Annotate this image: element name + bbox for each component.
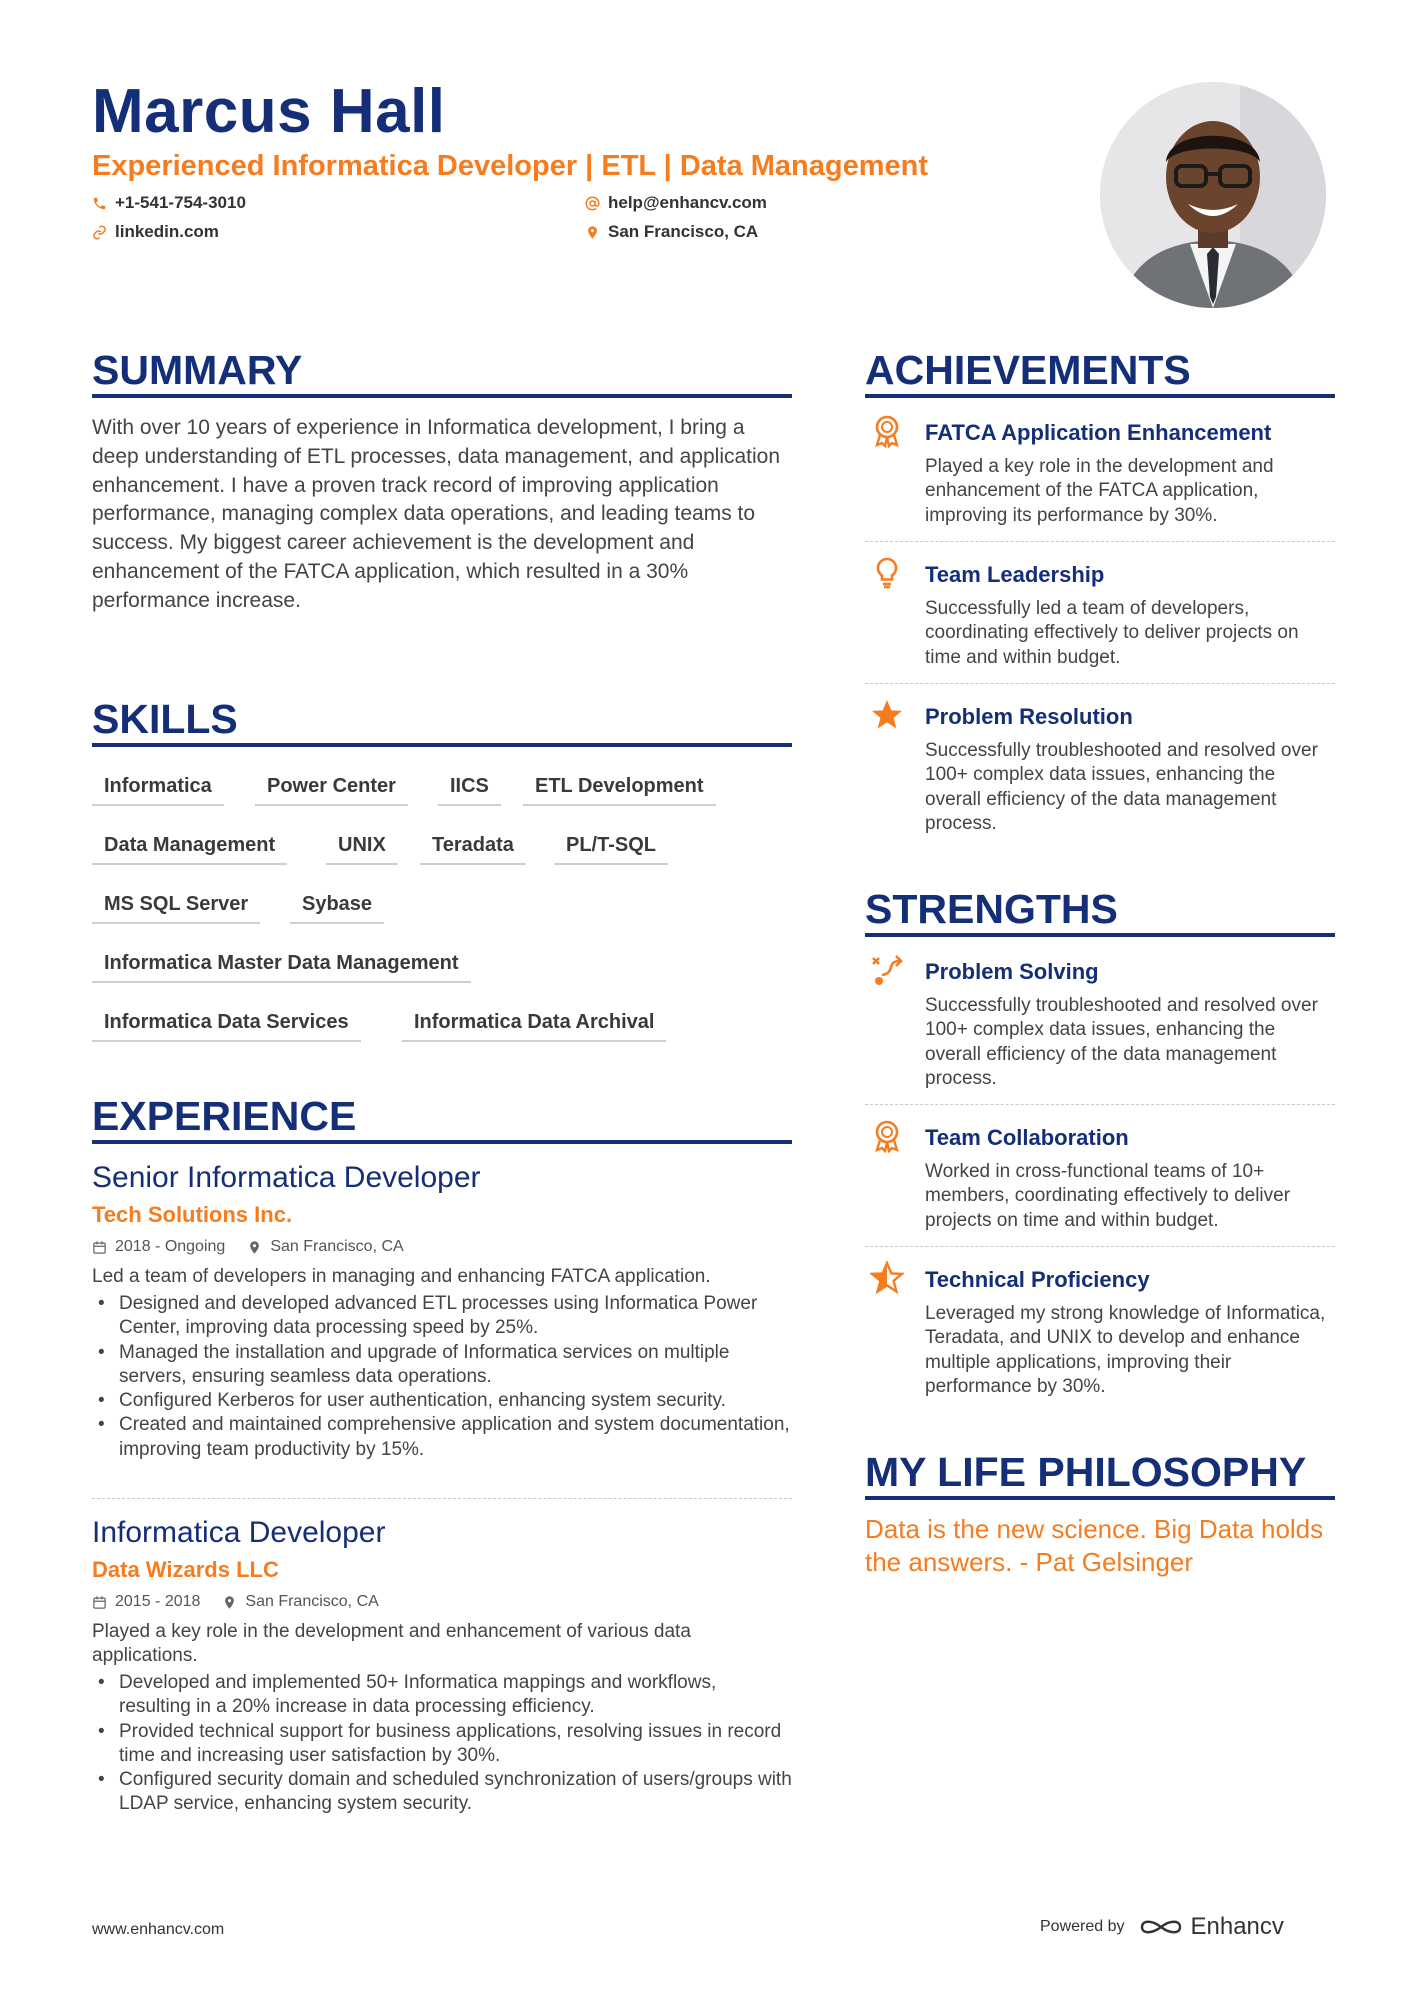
brand-name: Enhancv (1190, 1913, 1284, 1940)
brand-logo[interactable] (1139, 1913, 1284, 1941)
contact-phone (92, 193, 246, 213)
skills-rule (92, 743, 792, 747)
location-text: San Francisco, CA (608, 222, 759, 241)
job-bullets (92, 1671, 792, 1817)
location-pin-icon (247, 1240, 262, 1255)
job-bullet: • Configured Kerberos for user authentication, enhancing system security. (92, 1389, 792, 1413)
job-divider (92, 1498, 792, 1499)
strengths-rule (865, 933, 1335, 937)
enhancv-logo-icon (1139, 1916, 1183, 1938)
job-meta (92, 1593, 379, 1611)
strength-description: Worked in cross-functional teams of 10+ members, coordinating effectively to deliver projects on time and within budget. (925, 1161, 1291, 1231)
achievement-title: Problem Resolution (925, 704, 1133, 729)
strategy-path-icon (870, 953, 904, 987)
lightbulb-icon (870, 556, 904, 590)
candidate-name: Marcus Hall (92, 77, 446, 146)
achievement-description: Successfully led a team of developers, coordinating effectively to deliver projects on time and within budget. (925, 598, 1299, 668)
summary-heading: SUMMARY (92, 347, 303, 393)
summary-rule (92, 394, 792, 398)
powered-by-label: Powered by (1040, 1918, 1125, 1935)
job-title: Senior Informatica Developer (92, 1161, 481, 1194)
achievement-divider (865, 683, 1335, 684)
location-pin-icon (222, 1595, 237, 1610)
strength-description: Leveraged my strong knowledge of Informatica, Teradata, and UNIX to develop and enhance multiple applications, improving their performance by 30%. (925, 1303, 1326, 1397)
phone-icon (92, 196, 107, 211)
philosophy-heading: MY LIFE PHILOSOPHY (865, 1449, 1307, 1495)
star-icon (870, 698, 904, 732)
strength-description: Successfully troubleshooted and resolved over 100+ complex data issues, enhancing the overall efficiency of the data management process. (925, 995, 1318, 1089)
calendar-icon (92, 1240, 107, 1255)
experience-heading: EXPERIENCE (92, 1093, 357, 1139)
job-title: Informatica Developer (92, 1516, 386, 1549)
skill-tag: UNIX (326, 825, 398, 865)
philosophy-rule (865, 1496, 1335, 1500)
link-icon (92, 225, 107, 240)
strength-divider (865, 1246, 1335, 1247)
achievement-description: Played a key role in the development and enhancement of the FATCA application, improving its performance by 30%. (925, 456, 1274, 526)
location-pin-icon (585, 225, 600, 240)
skill-tag: Sybase (290, 884, 384, 924)
phone-text: +1-541-754-3010 (115, 193, 246, 212)
skill-tag: Power Center (255, 766, 408, 806)
job-bullet: • Developed and implemented 50+ Informatica mappings and workflows, resulting in a 20% increase in data processing efficiency. (92, 1671, 792, 1720)
summary-text: With over 10 years of experience in Informatica development, I bring a deep understanding of ETL processes, data management, and application enhancement. I have a proven track record of improving application performance, managing complex data operations, and leading teams to success. My biggest career achievement is the development and enhancement of the FATCA application, which resulted in a 30% performance increase. (92, 416, 781, 612)
linkedin-text: linkedin.com (115, 222, 219, 241)
profile-photo (1100, 82, 1326, 308)
award-ribbon-icon (870, 414, 904, 448)
achievement-title: FATCA Application Enhancement (925, 420, 1272, 445)
strength-title: Technical Proficiency (925, 1267, 1150, 1292)
job-bullets (92, 1292, 792, 1462)
achievements-heading: ACHIEVEMENTS (865, 347, 1191, 393)
contact-linkedin[interactable] (92, 222, 219, 242)
candidate-headline: Experienced Informatica Developer | ETL | Data Management (92, 150, 929, 182)
skill-tag: Informatica Master Data Management (92, 943, 471, 983)
strength-divider (865, 1104, 1335, 1105)
job-meta (92, 1238, 404, 1256)
contact-location (585, 222, 758, 242)
skill-tag: ETL Development (523, 766, 716, 806)
job-bullet: • Created and maintained comprehensive application and system documentation, improving team productivity by 15%. (92, 1413, 792, 1462)
achievement-divider (865, 541, 1335, 542)
experience-rule (92, 1140, 792, 1144)
skill-tag: Teradata (420, 825, 526, 865)
half-star-icon (870, 1261, 904, 1295)
calendar-icon (92, 1595, 107, 1610)
job-location: San Francisco, CA (270, 1238, 404, 1255)
skill-tag: IICS (438, 766, 501, 806)
job-bullet: • Designed and developed advanced ETL processes using Informatica Power Center, improving data processing speed by 25%. (92, 1292, 792, 1341)
job-description: Played a key role in the development and enhancement of various data applications. (92, 1621, 691, 1667)
skill-tag: Informatica Data Archival (402, 1002, 666, 1042)
contact-email[interactable] (585, 193, 767, 213)
philosophy-quote: Data is the new science. Big Data holds the answers. - Pat Gelsinger (865, 1514, 1324, 1577)
award-ribbon-icon (870, 1119, 904, 1153)
strength-title: Problem Solving (925, 959, 1099, 984)
at-sign-icon (585, 196, 600, 211)
footer-branding (1040, 1913, 1284, 1941)
skill-tag: PL/T-SQL (554, 825, 668, 865)
job-bullet: • Provided technical support for business applications, resolving issues in record time and increasing user satisfaction by 30%. (92, 1720, 792, 1769)
job-dates: 2015 - 2018 (115, 1593, 201, 1610)
skill-tag: Informatica Data Services (92, 1002, 361, 1042)
job-location: San Francisco, CA (245, 1593, 379, 1610)
skill-tag: Informatica (92, 766, 224, 806)
achievement-description: Successfully troubleshooted and resolved over 100+ complex data issues, enhancing the overall efficiency of the data management process. (925, 740, 1318, 834)
footer-website[interactable]: www.enhancv.com (92, 1921, 225, 1938)
job-bullet: • Managed the installation and upgrade of Informatica services on multiple servers, ensuring seamless data operations. (92, 1341, 792, 1390)
skill-tag: MS SQL Server (92, 884, 260, 924)
achievements-rule (865, 394, 1335, 398)
email-text: help@enhancv.com (608, 193, 767, 212)
achievement-title: Team Leadership (925, 562, 1105, 587)
job-description: Led a team of developers in managing and enhancing FATCA application. (92, 1266, 711, 1287)
job-company: Tech Solutions Inc. (92, 1202, 293, 1227)
job-dates: 2018 - Ongoing (115, 1238, 226, 1255)
job-bullet: • Configured security domain and scheduled synchronization of users/groups with LDAP service, enhancing system security. (92, 1768, 792, 1817)
strength-title: Team Collaboration (925, 1125, 1129, 1150)
strengths-heading: STRENGTHS (865, 886, 1118, 932)
skills-heading: SKILLS (92, 696, 238, 742)
skill-tag: Data Management (92, 825, 287, 865)
job-company: Data Wizards LLC (92, 1557, 279, 1582)
